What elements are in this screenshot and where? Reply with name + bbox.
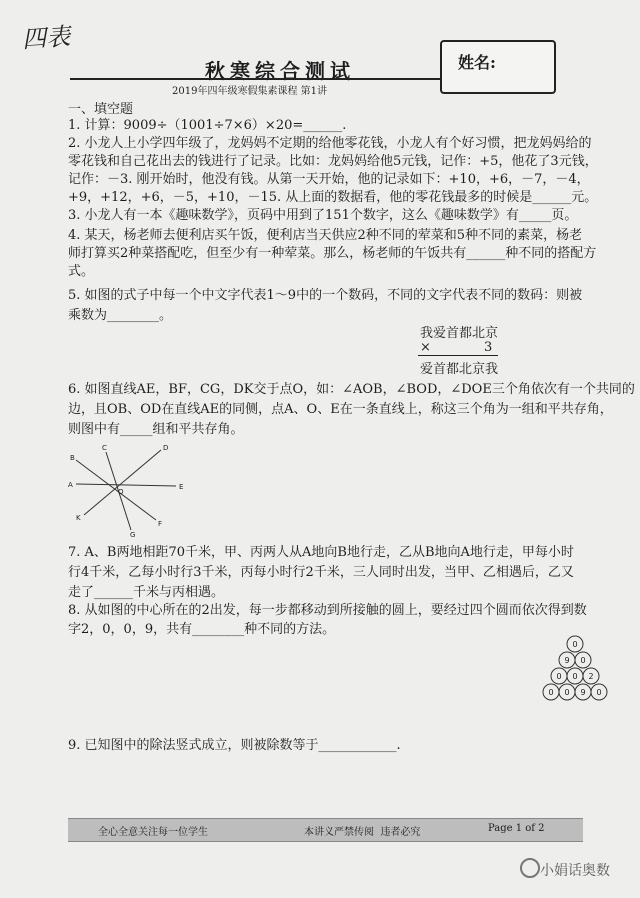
question-4-line-2: 师打算买2种菜搭配吃，但至少有一种荤菜。那么，杨老师的午饭共有______种不同的搭配方 xyxy=(68,246,597,261)
watermark: 小娟话奥数 xyxy=(540,863,610,879)
question-2-line-4: +9，+12，+6，－5，+10，－15. 从上面的数据看，他的零花钱最多的时候是______元。 xyxy=(68,190,598,205)
circle-digit-7: 0 xyxy=(548,688,554,697)
label-e: E xyxy=(179,483,184,491)
circle-digit-6: 2 xyxy=(588,672,594,681)
label-b: B xyxy=(70,454,75,462)
line-ae xyxy=(76,484,176,486)
footer-right: Page 1 of 2 xyxy=(488,823,545,834)
equation-multiplier: 3 xyxy=(484,340,493,355)
question-4-line-1: 4. 某天，杨老师去便利店买午饭，便利店当天供应2种不同的荤菜和5种不同的素菜，杨老 xyxy=(68,228,583,243)
question-5-line-2: 乘数为________。 xyxy=(68,308,173,323)
question-3: 3. 小龙人有一本《趣味数学》，页码中用到了151个数字，这么《趣味数学》有_____页。 xyxy=(68,208,578,223)
label-g: G xyxy=(130,531,136,539)
line-dk xyxy=(84,450,161,515)
equation-multiplicand: 我爱首都北京 xyxy=(420,326,499,341)
question-6-line-3: 则图中有_____组和平共存角。 xyxy=(68,422,244,437)
circle-digit-3: 0 xyxy=(580,656,586,665)
label-k: K xyxy=(76,514,81,522)
footer-left: 全心全意关注每一位学生 xyxy=(98,827,208,838)
circle-digit-10: 0 xyxy=(596,688,602,697)
lines-figure xyxy=(66,440,196,540)
page-title: 秋寒综合测试 xyxy=(205,59,355,83)
question-6-line-1: 6. 如图直线AE，BF，CG，DK交于点O，如：∠AOB，∠BOD，∠DOE三个角依次有一个共同的 xyxy=(68,382,635,397)
question-1: 1. 计算：9009÷（1001÷7×6）×20=______. xyxy=(68,118,347,133)
circle-digit-8: 0 xyxy=(564,688,570,697)
section-title: 一、填空题 xyxy=(68,102,134,117)
question-8-line-2: 字2，0，0，9，共有________种不同的方法。 xyxy=(68,622,336,637)
intersecting-lines xyxy=(76,450,176,530)
circle-digit-2: 9 xyxy=(564,656,570,665)
wechat-icon xyxy=(520,858,540,878)
title-rule xyxy=(70,78,440,80)
label-c: C xyxy=(102,444,107,452)
question-4-line-3: 式。 xyxy=(68,264,95,279)
question-2-line-2: 零花钱和自己花出去的钱进行了记录。比如：龙妈妈给他5元钱，记作：+5，他花了3元钱， xyxy=(68,154,598,169)
circle-digit-4: 0 xyxy=(556,672,562,681)
footer-middle: 本讲义严禁传阅 违者必究 xyxy=(304,827,421,838)
question-2-line-1: 2. 小龙人上小学四年级了，龙妈妈不定期的给他零花钱，小龙人有个好习惯，把龙妈妈给的 xyxy=(68,136,592,151)
label-a: A xyxy=(68,481,73,489)
question-8-line-1: 8. 从如图的中心所在的2出发，每一步都移动到所接触的圆上，要经过四个圆而依次得到数 xyxy=(68,603,587,618)
question-2-line-3: 记作：－3. 刚开始时，他没有钱。从第一天开始，他的记录如下：+10，+6，－7，－4， xyxy=(68,172,590,187)
handwritten-note: 四表 xyxy=(21,22,72,54)
label-f: F xyxy=(158,520,163,528)
label-o: O xyxy=(118,488,124,496)
question-7-line-2: 行4千米，乙每小时行3千米，丙每小时行2千米，三人同时出发，当甲、乙相遇后，乙又 xyxy=(68,565,574,580)
equation-bar xyxy=(418,355,498,356)
question-7-line-1: 7. A、B两地相距70千米，甲、丙两人从A地向B地行走，乙从B地向A地行走，甲每小时 xyxy=(68,545,574,560)
circle-digit-5: 0 xyxy=(572,672,578,681)
equation-operator: × xyxy=(420,340,431,355)
question-9: 9. 已知图中的除法竖式成立，则被除数等于____________. xyxy=(68,738,401,753)
circles-figure xyxy=(535,634,625,716)
circle-digit-1: 0 xyxy=(572,640,578,649)
question-6-line-2: 边，且OB、OD在直线AE的同侧，点A、O、E在一条直线上，称这三个角为一组和平共存角， xyxy=(68,402,613,417)
name-label: 姓名: xyxy=(458,53,496,72)
equation-result: 爱首都北京我 xyxy=(420,362,499,377)
label-d: D xyxy=(163,444,169,452)
page-subtitle: 2019年四年级寒假集素课程 第1讲 xyxy=(172,86,327,97)
circle-digit-9: 9 xyxy=(580,688,586,697)
question-5-line-1: 5. 如图的式子中每一个中文字代表1～9中的一个数码，不同的文字代表不同的数码：则被 xyxy=(68,288,583,303)
question-7-line-3: 走了______千米与丙相遇。 xyxy=(68,585,225,600)
